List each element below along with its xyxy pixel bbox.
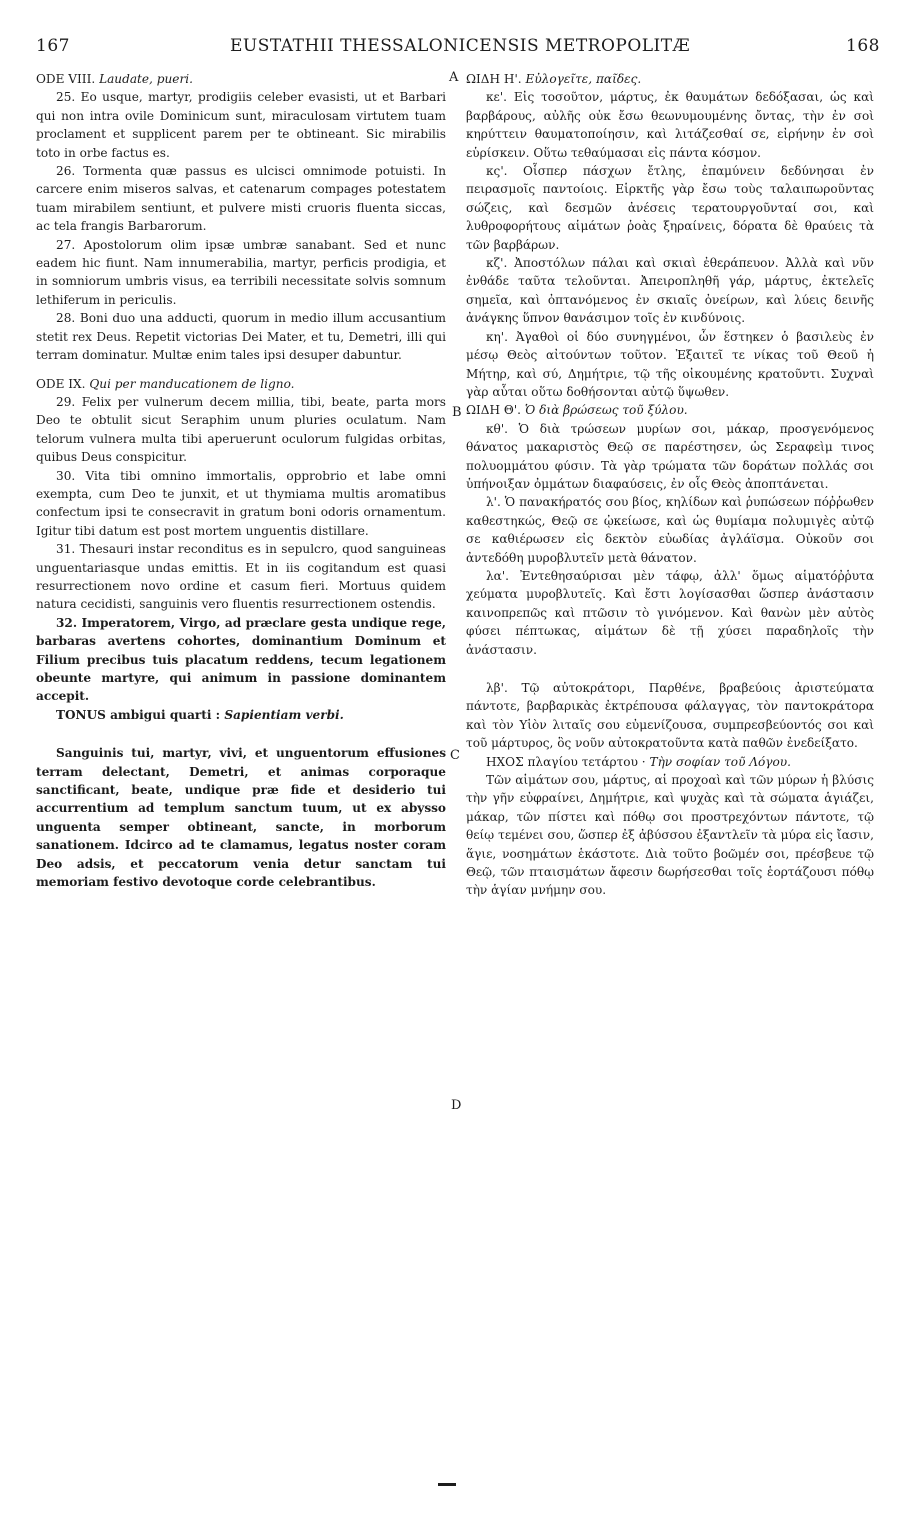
- latin-verse-31: 31. Thesauri instar reconditus es in sepulcro, quod sanguineas unguentariasque undas emittis. Et in iis cogitandum est quasi resurrectionem novo ordine et casum fieri. Mortuus quidem natura cecidisti, sanguinis vero fluentis resurrectionem ostendis.: [36, 542, 446, 612]
- ode-8-heading-latin: [36, 70, 446, 88]
- greek-final-hymn: Τῶν αἱμάτων σου, μάρτυς, αἱ προχοαὶ καὶ τῶν μύρων ἡ βλύσις τὴν γῆν εὐφραίνει, Δημήτριε, καὶ ψυχὰς καὶ τὰ σώματα ἁγιάζει, μάκαρ, τῶν πίστει καὶ πόθῳ σοι προστρεχόντων πάντοτε, τῷ θείῳ τεμένει σου, ὥσπερ ἐξ ἀβύσσου ἐξαντλεῖν τὰ μύρα εἰς ἴασιν, ἅγιε, νοσημάτων ἑκάστοτε. Διὰ τοῦτο βοῶμέν σοι, πρέσβευε τῷ Θεῷ, τῶν πταισμάτων ἄφεσιν δωρήσεσθαι τοῖς ἑορτάζουσι πόθῳ τὴν ἁγίαν μνήμην σου.: [466, 773, 874, 898]
- ode-9-label-greek: ΩΙΔΗ Θ'.: [466, 403, 522, 418]
- greek-verse-28: κη'. Ἀγαθοὶ οἱ δύο συνηγμένοι, ὧν ἕστηκεν ὁ βασιλεὺς ἐν μέσῳ Θεὸς αἰτούντων τοῦτον. Ἐξαιτεῖ τε νίκας τοῦ Θεοῦ ἡ Μήτηρ, καὶ σύ, Δημήτριε, τῷ τῆς οἰκουμένης κρατοῦντι. Συχναὶ γὰρ αὗται οὕτω δοθήσονται αὐτῷ ὕψωθεν.: [466, 329, 874, 399]
- right-page-number: 168: [846, 36, 880, 56]
- ode-9-heading-greek: [466, 401, 874, 419]
- ode-8-heading-greek: [466, 70, 874, 88]
- echos-incipit: Τὴν σοφίαν τοῦ Λόγου.: [649, 754, 792, 769]
- running-title: EUSTATHII THESSALONICENSIS METROPOLITÆ: [230, 36, 691, 56]
- margin-letter-c: C: [450, 748, 460, 763]
- latin-verse-29: 29. Felix per vulnerum decem millia, tibi, beate, parta mors Deo te obtulit sicut Seraphim unum pluries oculatum. Nam telorum vulnera multa tibi aperuerunt oculorum fulgidas orbitas, quibus Deus conspicitur.: [36, 394, 446, 465]
- margin-letter-a: A: [449, 70, 459, 85]
- echos-label: ΗΧΟΣ πλαγίου τετάρτου ·: [486, 754, 646, 769]
- ode-9-label: ODE IX.: [36, 376, 86, 391]
- greek-verse-25: κε'. Εἰς τοσοῦτον, μάρτυς, ἐκ θαυμάτων δεδόξασαι, ὡς καὶ βαρβάρους, αὐλῆς οὐκ ἔσω θεωνυμουμένης ὄντας, τὴν ἐν σοὶ κηρύττειν θαυματοποίησιν, καὶ λιτάζεσθαί σε, εἰρήνην ἐν σοὶ εὑρίσκειν. Οὕτω τεθαύμασαι εἰς πάντα κόσμον.: [466, 90, 874, 160]
- greek-column: [466, 70, 874, 900]
- left-page-number: 167: [36, 36, 70, 56]
- greek-verse-27: κζ'. Ἀποστόλων πάλαι καὶ σκιαὶ ἐθεράπευον. Ἀλλὰ καὶ νῦν ἐνθάδε ταῦτα τελοῦνται. Ἀπειροπληθῆ γάρ, μάρτυς, ἐκτελεῖς σημεῖα, καὶ ὀπτανόμενος ἐν σκιαῖς ὀνείρων, καὶ λύεις δεινῆς ἀνάγκης ὕπνον θανάσιμον τοῖς ἐν κινδύνοις.: [466, 256, 874, 326]
- echos-heading: [466, 753, 874, 771]
- latin-verse-32: 32. Imperatorem, Virgo, ad præclare gesta undique rege, barbaras avertens cohortes, dominantium Dominum et Filium precibus tuis placatum reddens, tecum legationem obeunte martyre, qui animum in passione dominantem accepit.: [36, 615, 446, 704]
- margin-letter-b: B: [452, 405, 462, 420]
- ode-8-label: ODE VIII.: [36, 72, 96, 86]
- greek-verse-29: κθ'. Ὁ διὰ τρώσεων μυρίων σοι, μάκαρ, προσγενόμενος θάνατος μακαριστὸς Θεῷ σε παρέστησεν, ὡς Σεραφεὶμ τινος πολυομμάτου φύσιν. Τὰ γὰρ τρώματα τῶν δοράτων πολλάς σοι ὑπήνοιξαν ὀμμάτων διαφαύσεις, ἐν οἷς Θεὸς ἀποπτάνεται.: [466, 421, 874, 491]
- latin-verse-28: 28. Boni duo una adducti, quorum in medio illum accusantium stetit rex Deus. Repetit victorias Dei Mater, et tu, Demetri, illi qui terram dominatur. Multæ enim tales ipsi desuper dabuntur.: [36, 311, 446, 363]
- latin-verse-26: 26. Tormenta quæ passus es ulcisci omnimode potuisti. In carcere enim miseros salvas, et catenarum compages potestatem tuam mirabilem sentiunt, et pulvere misti cruoris fluenta siccas, ac tela frangis Barbarorum.: [36, 164, 446, 234]
- greek-verse-31: λα'. Ἐντεθησαύρισαι μὲν τάφῳ, ἀλλ' ὅμως αἱματόῤῥυτα χεύματα μυροβλυτεῖς. Καὶ ἔστι λογίσασθαι ὥσπερ ἀνάστασιν καινοπρεπῶς καὶ πτῶσιν τὸ γινόμενον. Καὶ θανὼν μὲν αὐτὸς φύσει πέπτωκας, αἱμάτων δὲ τῇ χύσει παραδηλοῖς τὴν ἀνάστασιν.: [466, 568, 874, 657]
- ode-8-label-greek: ΩΙΔΗ Η'.: [466, 72, 522, 86]
- ode-9-incipit: Qui per manducationem de ligno.: [89, 376, 295, 391]
- latin-verse-25: 25. Eo usque, martyr, prodigiis celeber evasisti, ut et Barbari qui non intra ovile Dominicum sunt, miraculosam virtutem tuam proclament et supplicent parem per te obtineant. Sic mirabilis toto in orbe factus es.: [36, 90, 446, 160]
- margin-letter-d: D: [451, 1098, 462, 1113]
- tonus-label: TONUS ambigui quarti :: [56, 707, 221, 722]
- ode-8-incipit-greek: Εὐλογεῖτε, παῖδες.: [525, 72, 642, 86]
- tonus-heading: [36, 706, 446, 724]
- page-end-rule: [438, 1483, 456, 1486]
- greek-verse-26: κς'. Οἷσπερ πάσχων ἔτλης, ἐπαμύνειν δεδύνησαι ἐν πειρασμοῖς παντοίοις. Εἱρκτῆς γὰρ ἔσω τοὺς ταλαιπωροῦντας σώζεις, καὶ δεσμῶν ἀνέσεις τερατουργοῦνταί σοι, καὶ λυθροφορήτους αἱμάτων ῥοὰς ξηραίνεις, δόρατα δὲ θραύεις τὰ τῶν βαρβάρων.: [466, 164, 874, 252]
- latin-verse-27: 27. Apostolorum olim ipsæ umbræ sanabant. Sed et nunc eadem hic fiunt. Nam innumerabilia, martyr, perficis prodigia, et in somniorum umbris visus, ea terribili necessitate solvis somnum lethiferum in periculis.: [36, 237, 446, 307]
- greek-verse-32: λβ'. Τῷ αὐτοκράτορι, Παρθένε, βραβεύοις ἀριστεύματα πάντοτε, βαρβαρικὰς ἐκτρέπουσα φάλαγγας, τὸν παντοκράτορα καὶ τὸν Υἱὸν λιταῖς σου εὐμενίζουσα, συμπρεσβεύοντός σοι καὶ τοῦ μάρτυρος, ὃς νοῦν αὐτοκρατοῦντα κατὰ παθῶν ἐνεδείξατο.: [466, 681, 874, 751]
- greek-verse-30: λ'. Ὁ πανακήρατός σου βίος, κηλίδων καὶ ῥυπώσεων πόῤῥωθεν καθεστηκώς, Θεῷ σε ᾠκείωσε, καὶ ὡς θυμίαμα πολυμιγὲς αὐτῷ σε καθιέρωσεν εἰς δεκτὸν εὐωδίας ἀγλάϊσμα. Οὐκοῦν σοι ἀντεδόθη μυροβλυτεῖν μετὰ θάνατον.: [466, 495, 874, 565]
- tonus-incipit: Sapientiam verbi.: [224, 707, 344, 722]
- latin-column: [36, 70, 446, 891]
- ode-9-incipit-greek: Ὁ διὰ βρώσεως τοῦ ξύλου.: [524, 403, 688, 418]
- latin-final-hymn: Sanguinis tui, martyr, vivi, et unguentorum effusiones terram delectant, Demetri, et animas corporaque sanctificant, beate, undique præ fide et desiderio tui accurrentium ad templum sanctum tuum, ut ex abysso unguenta semper obtineant, sancte, in morborum sanationem. Idcirco ad te clamamus, legatus noster coram Deo adsis, et peccatorum venia detur sanctam tui memoriam festivo devotoque corde celebrantibus.: [36, 746, 446, 890]
- latin-verse-30: 30. Vita tibi omnino immortalis, opprobrio et labe omni exempta, cum Deo te junxit, et ut thymiama multis aromatibus confectum ipsi te consecravit in gratum boni odoris ornamentum. Igitur tibi datum est post mortem unguentis distillare.: [36, 468, 446, 538]
- ode-9-heading-latin: [36, 375, 446, 393]
- ode-8-incipit: Laudate, pueri.: [99, 72, 193, 86]
